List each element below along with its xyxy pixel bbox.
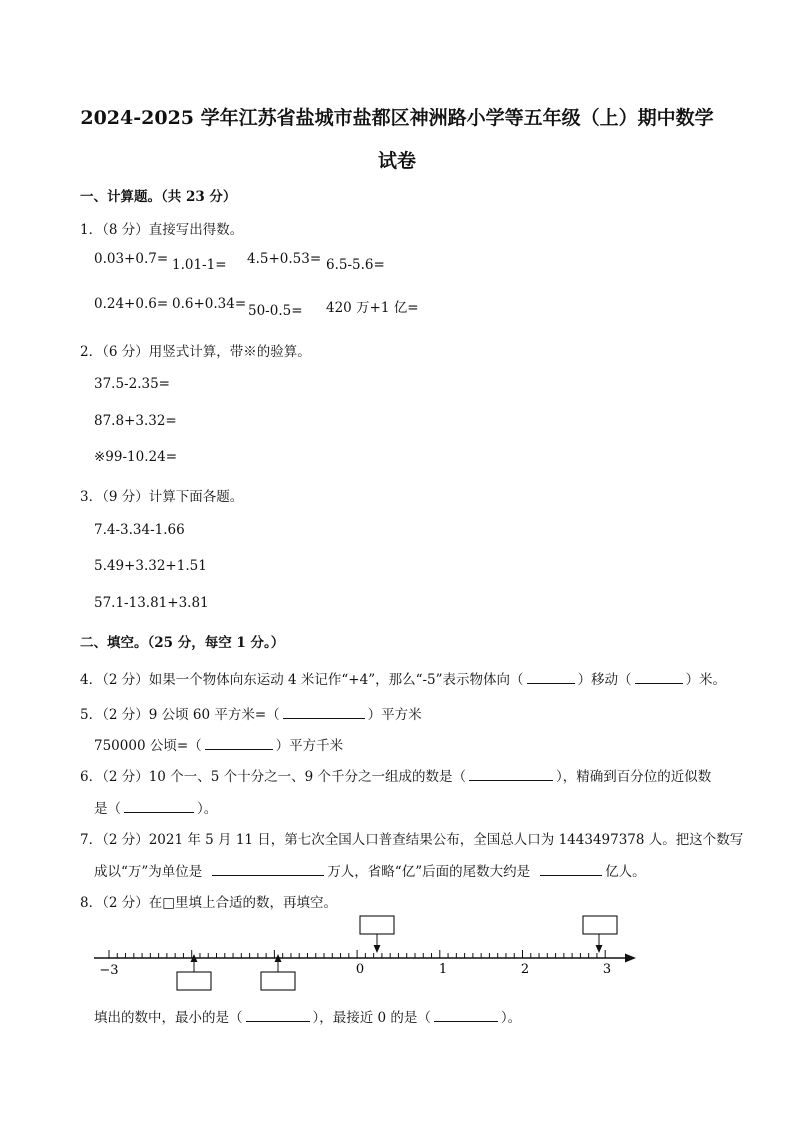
tick-label-1: 1: [438, 962, 448, 977]
q4-text-a: 4．（2 分）如果一个物体向东运动 4 米记作“+4”，那么“-5”表示物体向（: [80, 672, 524, 688]
q2-item-3: ※99-10.24=: [94, 449, 178, 465]
number-box-bottom-2[interactable]: [261, 972, 295, 990]
q8-answer-line: [94, 1006, 521, 1026]
tick-label-2: 2: [520, 962, 530, 977]
q4-line: [80, 668, 726, 688]
number-box-top-1[interactable]: [360, 916, 394, 934]
q5-line1: [80, 703, 422, 723]
q1-item-6: 0.6+0.34=: [172, 296, 247, 312]
q8-blank-closest-zero[interactable]: [434, 1007, 498, 1022]
q6-text-b: ），精确到百分位的近似数: [555, 769, 712, 785]
q5-blank-sqm[interactable]: [283, 704, 365, 719]
q1-item-4: 6.5-5.6=: [326, 257, 385, 273]
section-1-heading: 一、计算题。（共 23 分）: [80, 189, 237, 205]
q4-text-b: ）移动（: [577, 672, 632, 688]
q6-text-d: ）。: [197, 801, 218, 817]
q3-item-1: 7.4-3.34-1.66: [94, 522, 185, 538]
q2-item-2: 87.8+3.32=: [94, 413, 177, 429]
q5-line2: [94, 734, 343, 754]
number-line-arrowhead: [625, 954, 636, 963]
q8-text-a: 填出的数中，最小的是（: [94, 1010, 243, 1026]
q7-text-d: 亿人。: [605, 864, 646, 880]
tick-label-0: 0: [355, 962, 365, 977]
q7-blank-yi[interactable]: [540, 861, 602, 876]
q7-line1: 7．（2 分）2021 年 5 月 11 日，第七次全国人口普查结果公布，全国总人口为 1443497378 人。把这个数写: [80, 832, 744, 848]
q2-item-1: 37.5-2.35=: [94, 376, 170, 392]
q3-stem: 3．（9 分）计算下面各题。: [80, 489, 244, 505]
q6-blank-approx[interactable]: [124, 798, 194, 813]
number-box-top-2[interactable]: [583, 916, 617, 934]
arrow-head-top-1: [374, 945, 381, 953]
document-title-line1: 2024-2025 学年江苏省盐城市盐都区神洲路小学等五年级（上）期中数学: [80, 107, 714, 129]
q6-blank-number[interactable]: [469, 766, 553, 781]
number-line-diagram: [90, 912, 650, 996]
q1-item-1: 0.03+0.7=: [94, 251, 169, 267]
q7-text-b: 成以“万”为单位是: [94, 864, 203, 880]
q7-text-c: 万人，省略“亿”后面的尾数大约是: [327, 864, 531, 880]
q5-text-d: ）平方千米: [275, 738, 344, 754]
q6-text-c: 是（: [94, 801, 121, 817]
q4-text-c: ）米。: [685, 672, 727, 688]
q1-item-8: 420 万+1 亿=: [326, 300, 419, 316]
q5-text-b: ）平方米: [367, 707, 422, 723]
q5-text-c: 750000 公顷=（: [94, 738, 202, 754]
tick-label-neg3: −3: [99, 963, 119, 978]
q1-item-5: 0.24+0.6=: [94, 296, 169, 312]
q1-item-3: 4.5+0.53=: [247, 251, 322, 267]
q1-item-7: 50-0.5=: [248, 303, 303, 319]
q8-blank-smallest[interactable]: [246, 1007, 310, 1022]
section-2-heading: 二、填空。（25 分，每空 1 分。）: [80, 635, 285, 651]
q2-stem: 2．（6 分）用竖式计算，带※的验算。: [80, 344, 311, 360]
q4-blank-distance[interactable]: [635, 669, 683, 684]
q3-item-3: 57.1-13.81+3.81: [94, 595, 209, 611]
q6-line2: [94, 797, 217, 817]
document-title-line2: 试卷: [377, 150, 416, 172]
q7-blank-wan[interactable]: [212, 861, 324, 876]
q5-blank-sqkm[interactable]: [205, 735, 273, 750]
tick-label-3: 3: [602, 962, 612, 977]
q8-text-c: ）。: [500, 1010, 522, 1026]
arrow-head-top-2: [596, 945, 603, 953]
q6-line1: [80, 765, 711, 785]
q3-item-2: 5.49+3.32+1.51: [94, 558, 207, 574]
q4-blank-direction[interactable]: [527, 669, 575, 684]
q5-text-a: 5．（2 分）9 公顷 60 平方米=（: [80, 707, 280, 723]
q1-stem: 1．（8 分）直接写出得数。: [80, 222, 244, 238]
q7-line2: [94, 860, 646, 880]
number-line-ticks: [109, 950, 605, 958]
q8-text-b: ），最接近 0 的是（: [312, 1010, 431, 1026]
number-box-bottom-1[interactable]: [177, 972, 211, 990]
q1-item-2: 1.01-1=: [172, 257, 227, 273]
q8-stem: 8．（2 分）在□里填上合适的数，再填空。: [80, 895, 337, 911]
q6-text-a: 6．（2 分）10 个一、5 个十分之一、9 个千分之一组成的数是（: [80, 769, 466, 785]
